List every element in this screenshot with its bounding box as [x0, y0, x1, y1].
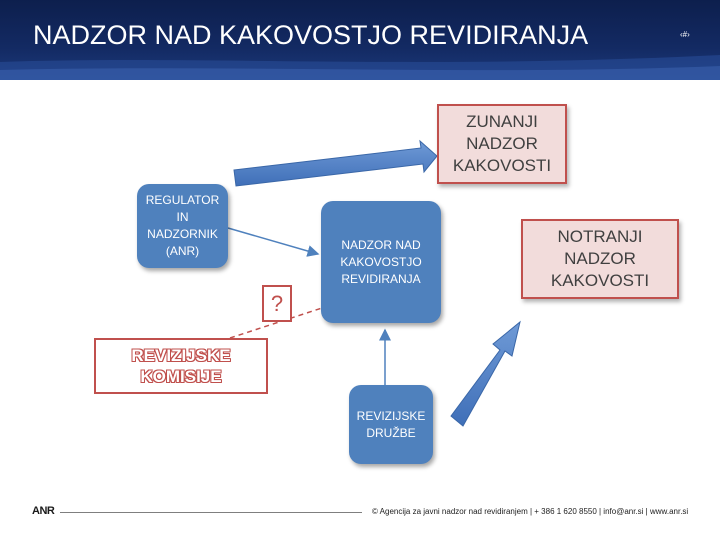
firms-box: REVIZIJSKE DRUŽBE	[349, 385, 433, 464]
footer-contact: © Agencija za javni nadzor nad revidiranjem | + 386 1 620 8550 | info@anr.si | www.anr.si	[372, 507, 689, 516]
committees-box: REVIZIJSKE KOMISIJE	[94, 338, 268, 394]
page-title: NADZOR NAD KAKOVOSTJO REVIDIRANJA	[33, 20, 589, 50]
regulator-box: REGULATOR IN NADZORNIK (ANR)	[137, 184, 228, 268]
slide-number: ‹#›	[680, 30, 690, 39]
arrow-to-internal	[451, 322, 520, 426]
internal-control-box: NOTRANJI NADZOR KAKOVOSTI	[521, 219, 679, 299]
arrow-regulator-to-center	[228, 228, 318, 254]
question-mark-box: ?	[262, 285, 292, 322]
center-box: NADZOR NAD KAKOVOSTJO REVIDIRANJA	[321, 201, 441, 323]
anr-logo: ANR	[32, 505, 55, 517]
external-control-box: ZUNANJI NADZOR KAKOVOSTI	[437, 104, 567, 184]
footer-divider	[60, 512, 362, 513]
arrow-to-external	[234, 141, 437, 186]
